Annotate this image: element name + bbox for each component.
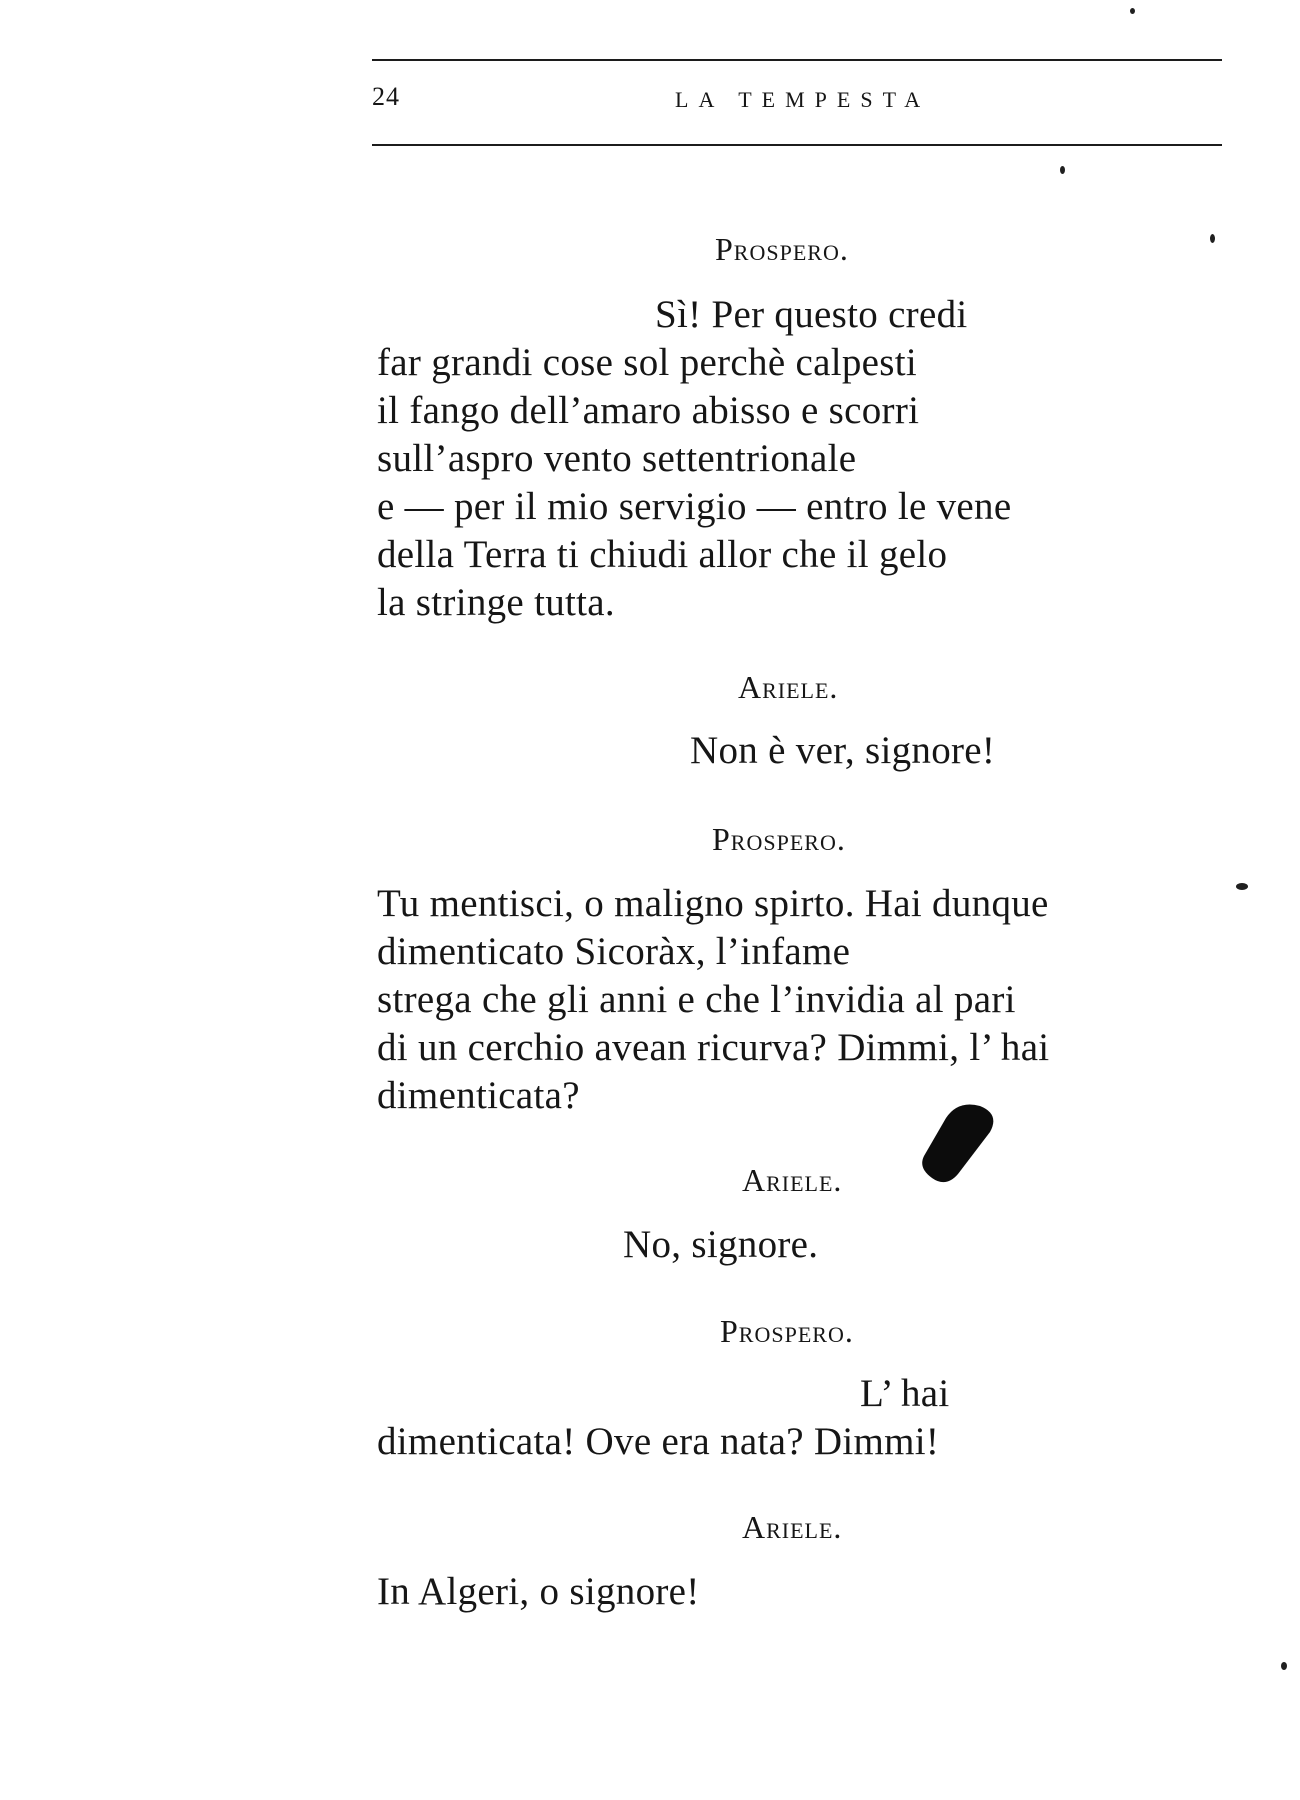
verse-line: No, signore.	[623, 1223, 819, 1266]
header-bottom-rule	[372, 144, 1222, 146]
speaker-name: Ariele.	[742, 1509, 843, 1545]
ink-speck	[1210, 234, 1215, 243]
verse-line: della Terra ti chiudi allor che il gelo	[377, 533, 948, 576]
header-top-rule	[372, 59, 1222, 61]
page-number: 24	[372, 82, 400, 111]
running-title: LA TEMPESTA	[675, 87, 931, 112]
verse-line: il fango dell’amaro abisso e scorri	[377, 389, 920, 432]
verse-line: la stringe tutta.	[377, 581, 615, 624]
speaker-name: Ariele.	[738, 669, 839, 705]
verse-line: e — per il mio servigio — entro le vene	[377, 485, 1012, 528]
ink-blot	[918, 1098, 1008, 1184]
verse-line: strega che gli anni e che l’invidia al pari	[377, 978, 1016, 1021]
verse-line: In Algeri, o signore!	[377, 1570, 700, 1613]
ink-speck	[1236, 883, 1248, 890]
verse-line: Tu mentisci, o maligno spirto. Hai dunque	[377, 882, 1049, 925]
verse-line: far grandi cose sol perchè calpesti	[377, 341, 918, 384]
verse-line: Non è ver, signore!	[690, 729, 996, 772]
speaker-name: Prospero.	[712, 821, 846, 857]
verse-line: L’ hai	[860, 1372, 950, 1415]
ink-speck	[1130, 8, 1135, 14]
verse-line: dimenticata! Ove era nata? Dimmi!	[377, 1420, 940, 1463]
speaker-name: Prospero.	[715, 231, 849, 267]
verse-line: dimenticato Sicoràx, l’infame	[377, 930, 851, 973]
verse-line: di un cerchio avean ricurva? Dimmi, l’ hai	[377, 1026, 1050, 1069]
ink-speck	[1281, 1662, 1287, 1670]
verse-line: dimenticata?	[377, 1074, 580, 1117]
verse-line: sull’aspro vento settentrionale	[377, 437, 857, 480]
verse-line: Sì! Per questo credi	[655, 293, 968, 336]
ink-speck	[1060, 166, 1065, 174]
speaker-name: Ariele.	[742, 1162, 843, 1198]
speaker-name: Prospero.	[720, 1313, 854, 1349]
